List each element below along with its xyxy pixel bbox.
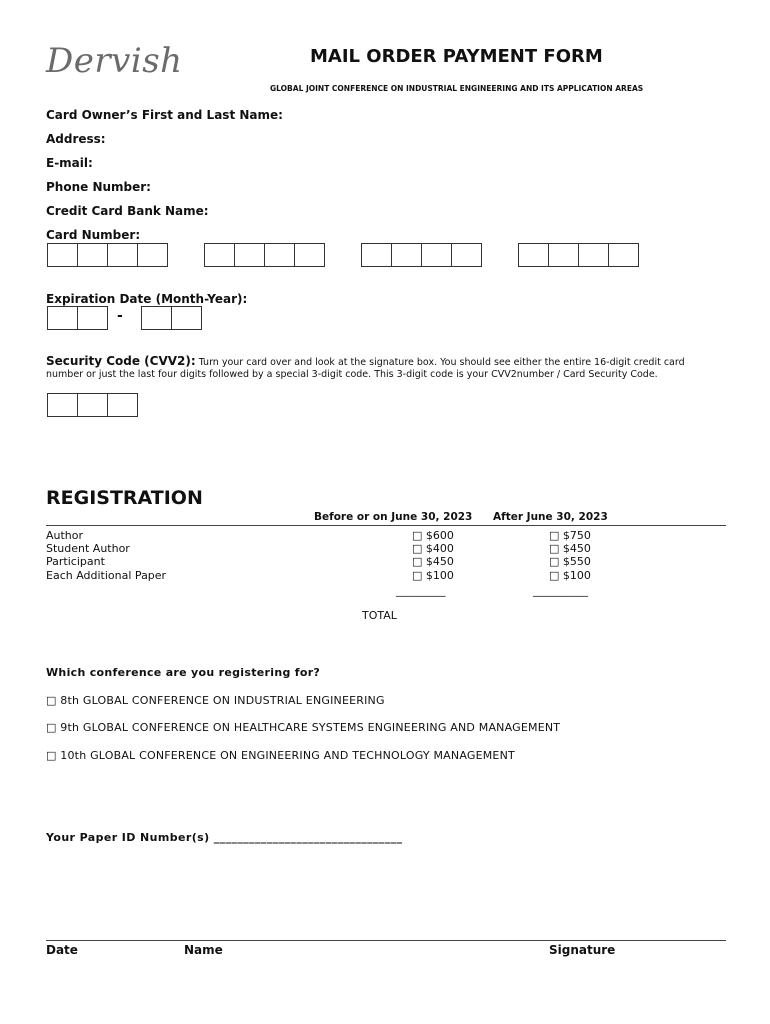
total-label: TOTAL — [362, 609, 397, 622]
total-after-line[interactable]: __________ — [533, 584, 588, 597]
cvv-group — [47, 393, 137, 417]
page-title: MAIL ORDER PAYMENT FORM — [310, 46, 603, 67]
card-digit-box[interactable] — [608, 243, 639, 267]
card-number-group-4 — [518, 243, 638, 267]
conference-option-checkbox[interactable]: □ 8th GLOBAL CONFERENCE ON INDUSTRIAL ENGINEERING — [46, 694, 385, 707]
dervish-logo: Dervish — [46, 41, 183, 81]
expiration-digit-box[interactable] — [141, 306, 172, 330]
fee-row-label: Each Additional Paper — [46, 569, 167, 582]
expiration-year-group — [141, 306, 201, 330]
card-number-group-3 — [361, 243, 481, 267]
expiration-digit-box[interactable] — [171, 306, 202, 330]
fee-before-checkbox[interactable]: □ $400 — [412, 542, 454, 555]
card-digit-box[interactable] — [77, 243, 108, 267]
card-digit-box[interactable] — [451, 243, 482, 267]
expiration-digit-box[interactable] — [47, 306, 78, 330]
signature-label: Signature — [549, 943, 616, 957]
card-owner-label: Card Owner’s First and Last Name: — [46, 108, 283, 122]
security-code-text: Turn your card over and look at the signature box. You should see either the entire 16-digit credit card number or just the last four digits followed by a special 3-digit code. This 3-digit code is your CVV2number / Card Security Code. — [46, 357, 685, 380]
conference-option-checkbox[interactable]: □ 9th GLOBAL CONFERENCE ON HEALTHCARE SYSTEMS ENGINEERING AND MANAGEMENT — [46, 721, 561, 734]
card-digit-box[interactable] — [264, 243, 295, 267]
registration-heading: REGISTRATION — [46, 487, 203, 509]
card-digit-box[interactable] — [294, 243, 325, 267]
page-subtitle: GLOBAL JOINT CONFERENCE ON INDUSTRIAL ENGINEERING AND ITS APPLICATION AREAS — [270, 84, 644, 93]
card-digit-box[interactable] — [137, 243, 168, 267]
fee-after-checkbox[interactable]: □ $750 — [549, 529, 591, 542]
card-digit-box[interactable] — [47, 243, 78, 267]
card-number-group-1 — [47, 243, 167, 267]
security-code-label: Security Code (CVV2): — [46, 354, 196, 368]
expiration-month-group — [47, 306, 107, 330]
card-number-label: Card Number: — [46, 228, 141, 242]
fee-before-checkbox[interactable]: □ $450 — [412, 555, 454, 568]
column-after-date: After June 30, 2023 — [493, 511, 608, 523]
fee-before-checkbox[interactable]: □ $100 — [412, 569, 454, 582]
bank-name-label: Credit Card Bank Name: — [46, 204, 209, 218]
address-label: Address: — [46, 132, 106, 146]
fee-after-checkbox[interactable]: □ $550 — [549, 555, 591, 568]
expiration-separator: - — [117, 308, 123, 324]
expiration-label: Expiration Date (Month-Year): — [46, 292, 248, 306]
paper-id-field[interactable]: Your Paper ID Number(s) ________________________________ — [46, 831, 403, 844]
card-digit-box[interactable] — [518, 243, 549, 267]
conference-option-checkbox[interactable]: □ 10th GLOBAL CONFERENCE ON ENGINEERING AND TECHNOLOGY MANAGEMENT — [46, 749, 515, 762]
card-digit-box[interactable] — [361, 243, 392, 267]
cvv-digit-box[interactable] — [107, 393, 138, 417]
column-before-date: Before or on June 30, 2023 — [314, 511, 473, 523]
card-digit-box[interactable] — [107, 243, 138, 267]
fee-before-checkbox[interactable]: □ $600 — [412, 529, 454, 542]
email-label: E-mail: — [46, 156, 93, 170]
date-label: Date — [46, 943, 78, 957]
phone-label: Phone Number: — [46, 180, 151, 194]
fee-after-checkbox[interactable]: □ $100 — [549, 569, 591, 582]
fee-after-checkbox[interactable]: □ $450 — [549, 542, 591, 555]
fee-row-label: Author — [46, 529, 84, 542]
card-digit-box[interactable] — [548, 243, 579, 267]
signature-divider — [46, 940, 726, 941]
card-digit-box[interactable] — [421, 243, 452, 267]
card-digit-box[interactable] — [391, 243, 422, 267]
expiration-digit-box[interactable] — [77, 306, 108, 330]
conference-question: Which conference are you registering for? — [46, 666, 321, 679]
name-label: Name — [184, 943, 223, 957]
fee-row-label: Student Author — [46, 542, 130, 555]
card-number-group-2 — [204, 243, 324, 267]
card-digit-box[interactable] — [234, 243, 265, 267]
cvv-digit-box[interactable] — [77, 393, 108, 417]
total-before-line[interactable]: _________ — [396, 584, 446, 597]
card-digit-box[interactable] — [578, 243, 609, 267]
card-digit-box[interactable] — [204, 243, 235, 267]
fee-row-label: Participant — [46, 555, 105, 568]
cvv-digit-box[interactable] — [47, 393, 78, 417]
registration-divider — [46, 525, 726, 526]
security-code-instructions — [46, 356, 718, 380]
